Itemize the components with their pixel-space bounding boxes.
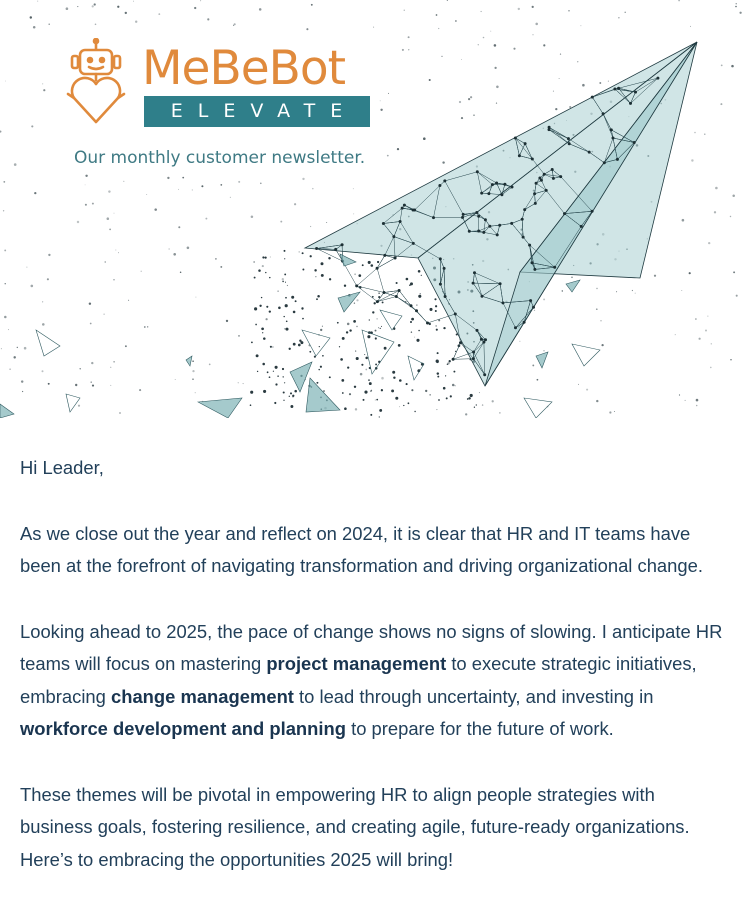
brand-logo (66, 38, 376, 130)
outlook-text-4: to prepare for the future of work. (345, 718, 614, 739)
paragraph-intro: As we close out the year and reflect on 2024, it is clear that HR and IT teams have been at the forefront of navigating transformation and driving organizational change. (20, 522, 703, 576)
robot-heart-icon (66, 38, 128, 126)
newsletter-tagline: Our monthly customer newsletter. (74, 148, 366, 168)
newsletter-header (0, 0, 745, 418)
highlight-project-management: project management (266, 653, 447, 674)
paragraph-closing: These themes will be pivotal in empowering HR to align people strategies with business goals, fostering resilience, and creating agile, future-ready organizations. Here’s to embracing the opportunities 2025 will bring! (20, 783, 690, 870)
outlook-text-3: to lead through uncertainty, and investing in (293, 685, 654, 707)
brand-name: MeBeBot (142, 41, 346, 96)
paragraph-outlook (20, 616, 725, 746)
highlight-change-management: change management (110, 685, 294, 707)
outlook-text-2: to execute strategic initiatives, embracing (20, 653, 697, 707)
highlight-workforce-development: workforce development and planning (20, 718, 346, 739)
outlook-text-1: Looking ahead to 2025, the pace of change shows no signs of slowing. I anticipate HR teams will focus on mastering (20, 620, 723, 674)
letter-body (0, 418, 745, 876)
greeting: Hi Leader, (20, 457, 104, 478)
brand-sub-label: ELEVATE (144, 96, 370, 127)
